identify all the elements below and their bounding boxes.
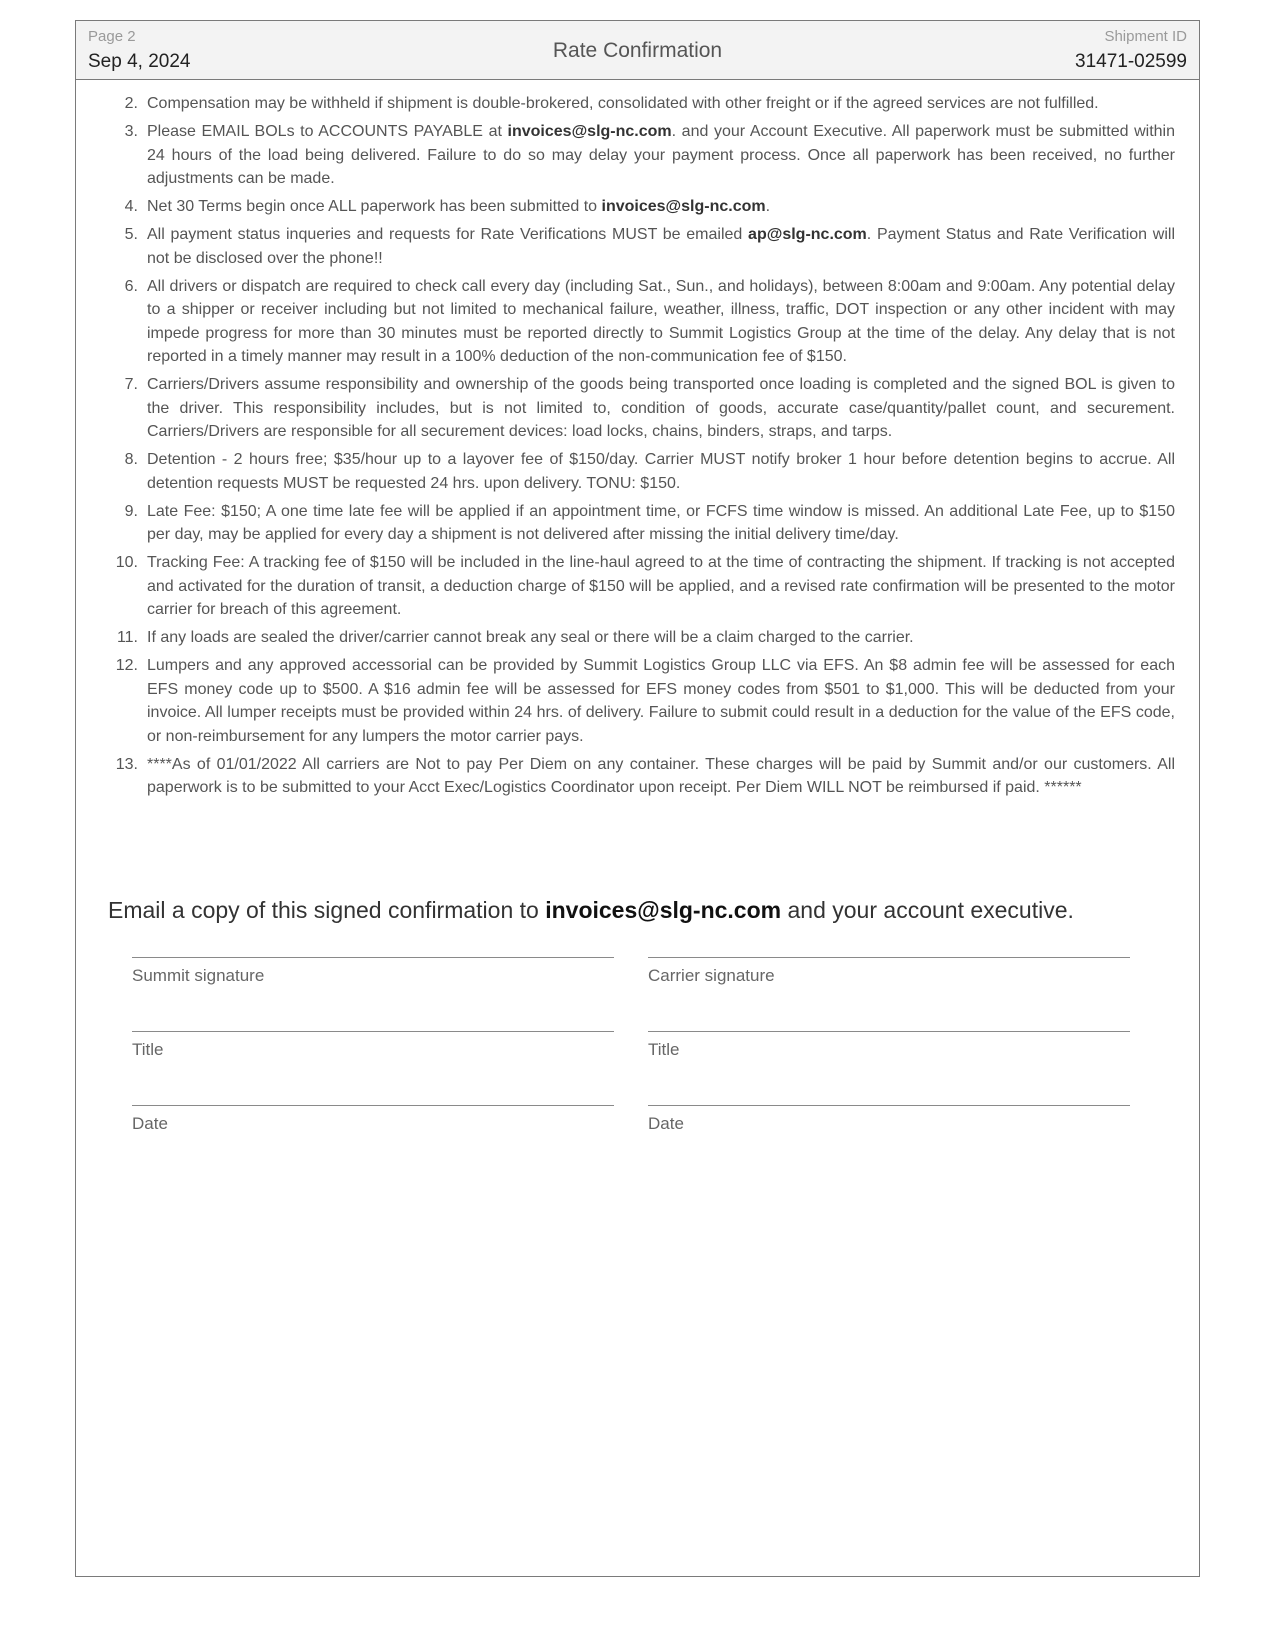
document-date: Sep 4, 2024 bbox=[88, 51, 191, 72]
term-number: 7. bbox=[124, 376, 138, 393]
summit-title-label: Title bbox=[132, 1040, 164, 1059]
term-text: All payment status inqueries and requests for Rate Verifications MUST be emailed bbox=[147, 226, 749, 243]
summit-title-field[interactable] bbox=[132, 1031, 614, 1059]
invoices-email-link[interactable]: invoices@slg-nc.com bbox=[545, 897, 782, 923]
term-text: Net 30 Terms begin once ALL paperwork has been submitted to bbox=[147, 198, 602, 215]
term-text: All drivers or dispatch are required to check call every day (including Sat., Sun., and holidays), between 8:00am and 9:00am. Any potential delay to a shipper or receiver including but not limited to mechanical failure, weather, illness, traffic, DOT inspection or any other incident with may impede progress for more than 30 minutes must be reported directly to Summit Logistics Group at the time of the delay. Any delay that is not reported in a timely manner may result in a 100% deduction of the non-communication fee of $150. bbox=[147, 277, 1175, 365]
page-header bbox=[76, 21, 1199, 80]
invoices-email-link[interactable]: invoices@slg-nc.com bbox=[507, 123, 672, 140]
term-text: . Payment Status and Rate Verification will not be disclosed over the phone!! bbox=[147, 226, 1176, 267]
ap-email-link[interactable]: ap@slg-nc.com bbox=[748, 226, 867, 243]
term-text: Compensation may be withheld if shipment is double-brokered, consolidated with other freight or if the agreed services are not fulfilled. bbox=[147, 95, 1099, 112]
carrier-date-label: Date bbox=[648, 1114, 684, 1133]
term-number: 12. bbox=[115, 657, 138, 674]
term-number: 11. bbox=[116, 629, 138, 646]
shipment-id: 31471-02599 bbox=[1075, 51, 1187, 72]
email-notice-text: Email a copy of this signed confirmation to bbox=[108, 897, 546, 923]
term-item bbox=[110, 753, 1175, 800]
term-text: Detention - 2 hours free; $35/hour up to a layover fee of $150/day. Carrier MUST notify broker 1 hour before detention begins to accrue. All detention requests MUST be requested 24 hrs. upon delivery. TONU: $150. bbox=[147, 451, 1175, 492]
term-text: ****As of 01/01/2022 All carriers are Not to pay Per Diem on any container. These charges will be paid by Summit and/or our customers. All paperwork is to be submitted to your Acct Exec/Logistics Coordinator upon receipt. Per Diem WILL NOT be reimbursed if paid. ****** bbox=[147, 755, 1175, 796]
term-item bbox=[110, 654, 1175, 748]
term-number: 3. bbox=[124, 123, 138, 140]
term-item bbox=[110, 92, 1175, 116]
term-number: 6. bbox=[124, 277, 138, 295]
shipment-id-label: Shipment ID bbox=[1104, 28, 1187, 45]
term-text: Lumpers and any approved accessorial can be provided by Summit Logistics Group LLC via EFS. An $8 admin fee will be assessed for each EFS money code up to $500. A $16 admin fee will be assessed for EFS money codes from $501 to $1,000. This will be deducted from your invoice. All lumper receipts must be provided within 24 hrs. of delivery. Failure to submit could result in a deduction for the value of the EFS code, or non-reimbursement for any lumpers the motor carrier pays. bbox=[147, 657, 1175, 745]
term-text: Carriers/Drivers assume responsibility and ownership of the goods being transported once loading is completed and the signed BOL is given to the driver. This responsibility includes, but is not limited to, condition of goods, accurate case/quantity/pallet count, and securement. Carriers/Drivers are responsible for all securement devices: load locks, chains, binders, straps, and tarps. bbox=[147, 376, 1175, 440]
email-notice-text: and your account executive. bbox=[781, 897, 1074, 923]
term-item bbox=[110, 626, 1175, 650]
term-item bbox=[110, 373, 1175, 444]
summit-date-label: Date bbox=[132, 1114, 168, 1133]
term-item bbox=[110, 120, 1175, 191]
term-text: If any loads are sealed the driver/carrier cannot break any seal or there will be a claim charged to the carrier. bbox=[147, 629, 914, 646]
carrier-title-label: Title bbox=[648, 1040, 680, 1059]
summit-signature-label: Summit signature bbox=[132, 966, 265, 985]
term-number: 10. bbox=[115, 554, 138, 571]
term-number: 5. bbox=[124, 226, 138, 243]
term-item bbox=[110, 448, 1175, 495]
term-item bbox=[110, 500, 1175, 547]
term-text: Late Fee: $150; A one time late fee will be applied if an appointment time, or FCFS time window is missed. An additional Late Fee, up to $150 per day, may be applied for every day a shipment is not delivered after missing the initial delivery time/day. bbox=[147, 502, 1175, 543]
page-number: Page 2 bbox=[88, 28, 136, 45]
term-text: Tracking Fee: A tracking fee of $150 will be included in the line-haul agreed to at the time of contracting the shipment. If tracking is not accepted and activated for the duration of transit, a deduction charge of $150 will be applied, and a revised rate confirmation will be presented to the motor carrier for breach of this agreement. bbox=[147, 554, 1175, 618]
carrier-title-field[interactable] bbox=[648, 1031, 1130, 1059]
term-item bbox=[110, 223, 1175, 270]
term-text: Please EMAIL BOLs to ACCOUNTS PAYABLE at bbox=[147, 123, 508, 140]
invoices-email-link[interactable]: invoices@slg-nc.com bbox=[601, 198, 766, 215]
term-item bbox=[110, 195, 1175, 219]
page-title: Rate Confirmation bbox=[552, 39, 723, 62]
terms-list bbox=[110, 92, 1175, 804]
term-item bbox=[110, 551, 1175, 622]
email-notice bbox=[108, 897, 1074, 924]
term-text: . bbox=[765, 198, 771, 215]
carrier-date-field[interactable] bbox=[648, 1105, 1130, 1133]
term-number: 9. bbox=[124, 502, 138, 520]
term-text: . and your Account Executive. All paperwork must be submitted within 24 hours of the load being delivered. Failure to do so may delay your payment process. Once all paperwork has been received, no further adjustments can be made. bbox=[147, 123, 1175, 187]
carrier-signature-field[interactable] bbox=[648, 957, 1130, 985]
term-item bbox=[110, 275, 1175, 369]
term-number: 13. bbox=[115, 755, 138, 773]
summit-date-field[interactable] bbox=[132, 1105, 614, 1133]
carrier-signature-label: Carrier signature bbox=[648, 966, 775, 985]
document-frame bbox=[75, 20, 1200, 1577]
term-number: 2. bbox=[124, 95, 138, 112]
summit-signature-field[interactable] bbox=[132, 957, 614, 985]
term-number: 4. bbox=[124, 198, 138, 215]
term-number: 8. bbox=[124, 451, 138, 468]
